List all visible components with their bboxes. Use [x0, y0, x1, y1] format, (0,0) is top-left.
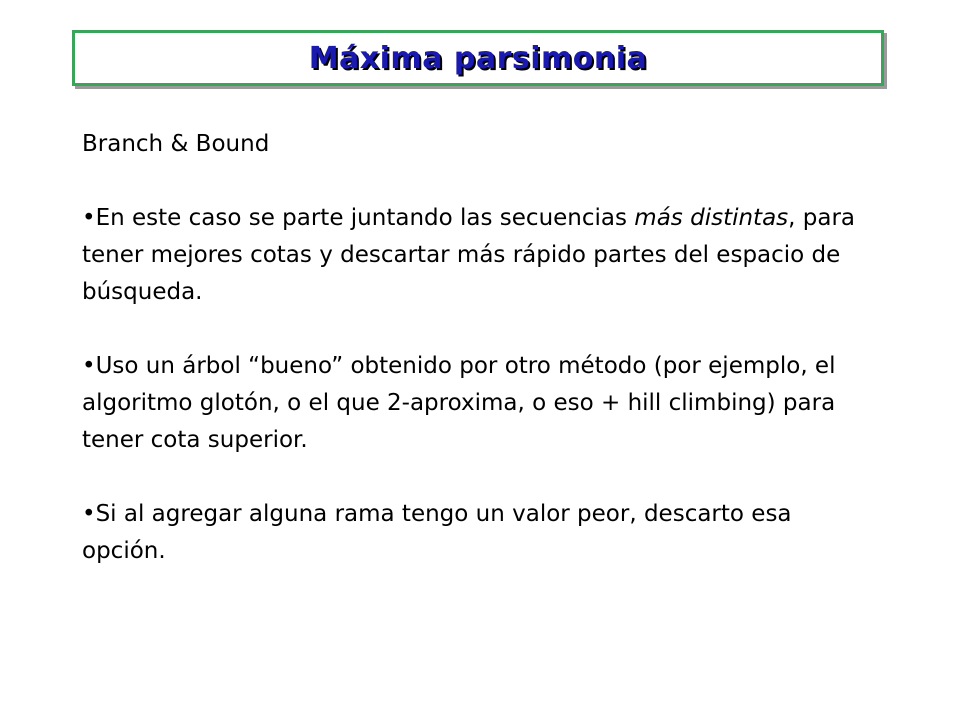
bullet-text: Si al agregar alguna rama tengo un valor peor, descarto esa opción.: [82, 501, 792, 564]
bullet-item-1: [82, 200, 872, 311]
bullet-text: Uso un árbol “bueno” obtenido por otro método (por ejemplo, el algoritmo glotón, o el que 2-aproxima, o eso + hill climbing) para tener cota superior.: [82, 353, 836, 453]
bullet-marker: •: [82, 353, 96, 379]
bullet-text: En este caso se parte juntando las secuencias más distintas, para tener mejores cotas y descartar más rápido partes del espacio de búsqueda.: [82, 205, 856, 305]
slide-title: Máxima parsimonia: [308, 40, 648, 76]
bullet-marker: •: [82, 501, 96, 527]
title-box: [72, 30, 884, 86]
bullet-marker: •: [82, 205, 96, 231]
subheading: Branch & Bound: [82, 131, 270, 157]
slide-content: [82, 126, 872, 570]
bullet-item-3: [82, 496, 872, 570]
bullet-item-2: [82, 348, 872, 459]
